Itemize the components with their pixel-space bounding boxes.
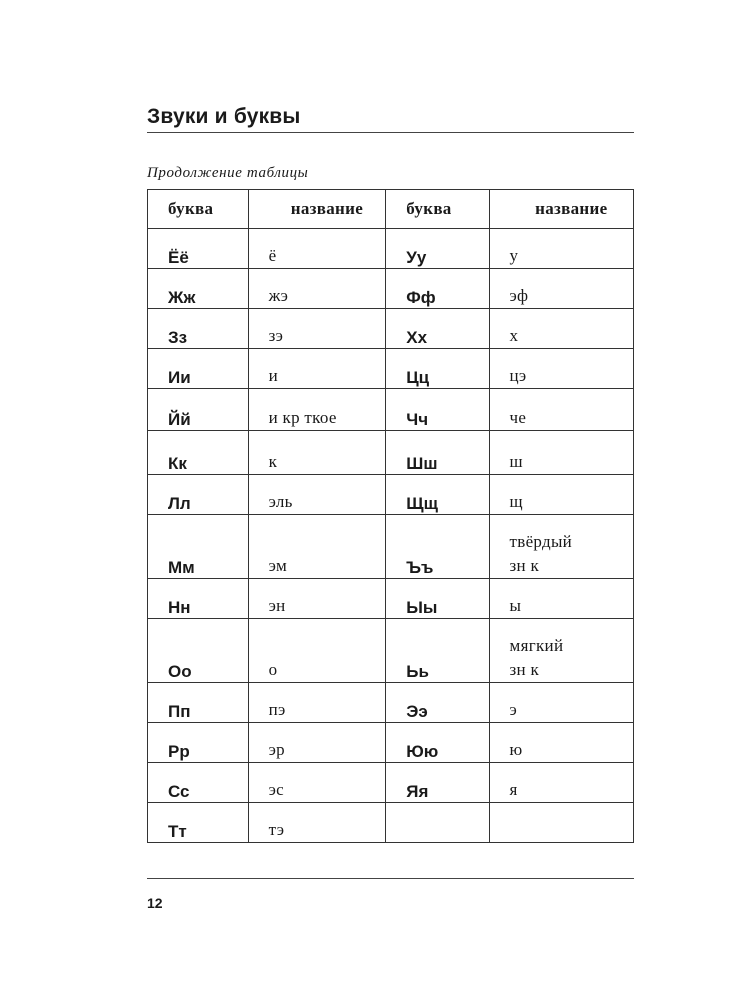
header-letter-left: буква <box>148 190 249 229</box>
letter-name-cell <box>248 579 386 619</box>
table-row <box>148 579 634 619</box>
letter-name-text: эф <box>509 286 529 305</box>
letter-cell: Сс <box>148 763 249 803</box>
table-row <box>148 309 634 349</box>
page-number: 12 <box>147 895 163 911</box>
letter-name-cell <box>248 349 386 389</box>
letter-name-text: щ <box>509 492 523 511</box>
letter-cell: Мм <box>148 515 249 579</box>
letter-cell: Ъъ <box>386 515 489 579</box>
header-letter-right: буква <box>386 190 489 229</box>
footer-divider <box>147 878 634 879</box>
letter-name-text: зн к <box>509 556 540 575</box>
letter-name-text: х <box>509 326 519 345</box>
header-name-right: название <box>489 190 633 229</box>
page-title: Звуки и буквы <box>147 105 301 128</box>
table-row <box>148 763 634 803</box>
letter-name-cell <box>248 475 386 515</box>
letter-cell: Нн <box>148 579 249 619</box>
table-row <box>148 269 634 309</box>
letter-name-text: и <box>268 366 278 385</box>
letter-cell: Яя <box>386 763 489 803</box>
letter-name-cell <box>248 683 386 723</box>
letter-name-text: эль <box>268 492 293 511</box>
table-row <box>148 349 634 389</box>
letter-name-cell <box>489 431 633 475</box>
letter-name-text: эм <box>268 556 288 575</box>
letter-name-text: цэ <box>509 366 527 385</box>
letter-cell: Рр <box>148 723 249 763</box>
letter-name-cell <box>489 515 633 579</box>
letter-name-cell <box>248 515 386 579</box>
letter-cell: Ыы <box>386 579 489 619</box>
letter-name-cell <box>489 229 633 269</box>
letter-name-text: че <box>509 408 527 427</box>
letter-name-text: жэ <box>268 286 289 305</box>
letter-name-text: о <box>268 660 278 679</box>
letter-name-text: зн к <box>509 660 540 679</box>
letter-name-text: твёрдый <box>509 532 573 551</box>
letter-cell: Юю <box>386 723 489 763</box>
letter-name-text: тэ <box>268 820 285 839</box>
letter-name-cell <box>489 683 633 723</box>
letter-cell: Цц <box>386 349 489 389</box>
letter-name-cell <box>489 389 633 431</box>
letter-name-cell <box>489 579 633 619</box>
letter-name-cell <box>248 619 386 683</box>
letter-cell: Ьь <box>386 619 489 683</box>
table-row <box>148 619 634 683</box>
letter-cell: Чч <box>386 389 489 431</box>
table-row <box>148 229 634 269</box>
letter-name-cell <box>248 803 386 843</box>
letter-name-text: ы <box>509 596 522 615</box>
letter-cell: Зз <box>148 309 249 349</box>
letter-cell: Тт <box>148 803 249 843</box>
letter-name-text: э <box>509 700 518 719</box>
letter-name-cell <box>248 389 386 431</box>
letter-name-text: эс <box>268 780 285 799</box>
table-row <box>148 475 634 515</box>
letter-cell: Пп <box>148 683 249 723</box>
letter-cell: Ии <box>148 349 249 389</box>
letter-cell: Кк <box>148 431 249 475</box>
table-row <box>148 389 634 431</box>
letter-name-text: у <box>509 246 519 265</box>
letter-name-cell <box>489 475 633 515</box>
letter-cell: Йй <box>148 389 249 431</box>
alphabet-table <box>147 189 634 843</box>
letter-name-text: мягкий <box>509 636 564 655</box>
letter-name-cell <box>248 269 386 309</box>
letter-name-cell <box>489 723 633 763</box>
table-caption: Продолжение таблицы <box>147 165 309 181</box>
letter-name-text: эр <box>268 740 285 759</box>
letter-cell: Лл <box>148 475 249 515</box>
letter-name-cell <box>489 803 633 843</box>
letter-name-cell <box>489 349 633 389</box>
letter-cell: Шш <box>386 431 489 475</box>
table-row <box>148 431 634 475</box>
letter-name-text: зэ <box>268 326 284 345</box>
letter-name-cell <box>248 229 386 269</box>
header-name-left: название <box>248 190 386 229</box>
letter-cell: Фф <box>386 269 489 309</box>
table-row <box>148 515 634 579</box>
letter-name-cell <box>248 723 386 763</box>
letter-cell: Ээ <box>386 683 489 723</box>
letter-cell: Уу <box>386 229 489 269</box>
letter-name-cell <box>489 763 633 803</box>
letter-name-cell <box>248 309 386 349</box>
table-row <box>148 803 634 843</box>
letter-name-text: я <box>509 780 518 799</box>
letter-name-text: эн <box>268 596 286 615</box>
letter-name-text: ш <box>509 452 523 471</box>
letter-cell: Хх <box>386 309 489 349</box>
letter-name-text: пэ <box>268 700 286 719</box>
letter-name-cell <box>489 269 633 309</box>
letter-name-cell <box>248 763 386 803</box>
table-row <box>148 683 634 723</box>
table-body <box>148 229 634 843</box>
letter-name-cell <box>248 431 386 475</box>
letter-cell: Жж <box>148 269 249 309</box>
letter-name-cell <box>489 309 633 349</box>
letter-cell: Ёё <box>148 229 249 269</box>
table-header-row <box>148 190 634 229</box>
letter-cell: Щщ <box>386 475 489 515</box>
table-row <box>148 723 634 763</box>
letter-name-text: ё <box>268 246 277 265</box>
title-divider <box>147 132 634 133</box>
letter-name-text: к <box>268 452 278 471</box>
letter-name-cell <box>489 619 633 683</box>
letter-cell: Оо <box>148 619 249 683</box>
letter-cell <box>386 803 489 843</box>
letter-name-text: ю <box>509 740 523 759</box>
letter-name-text: и кр ткое <box>268 408 337 427</box>
